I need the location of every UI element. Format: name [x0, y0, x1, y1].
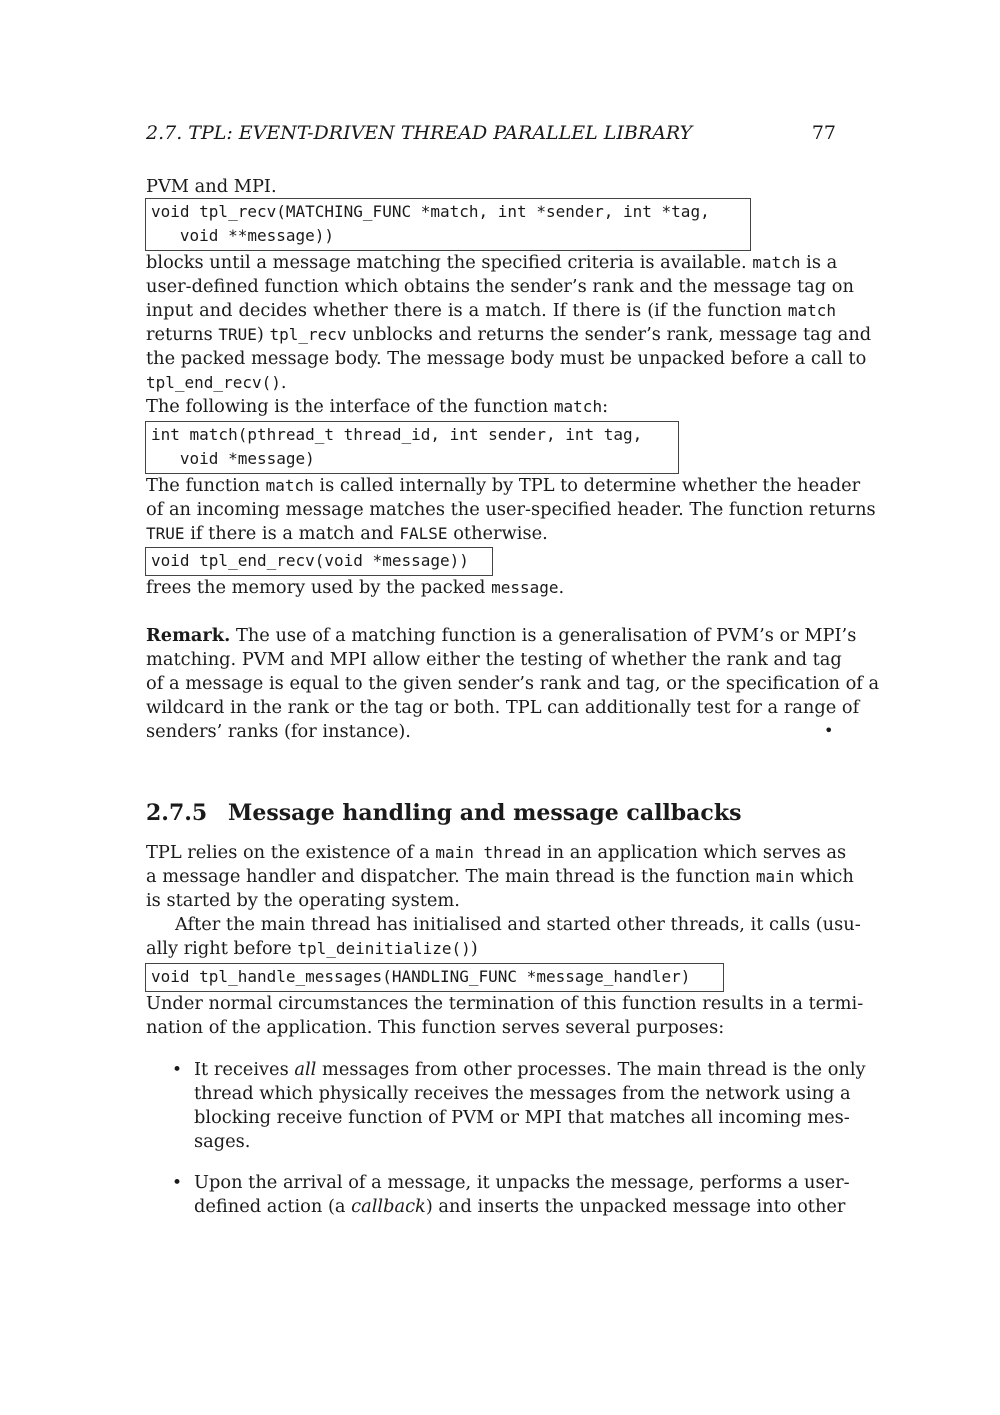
- text-line: is started by the operating system.: [146, 890, 460, 911]
- text-line: Under normal circumstances the termination of this function results in a termi-: [146, 993, 864, 1014]
- text-line: user-defined function which obtains the sender’s rank and the message tag on: [146, 276, 854, 297]
- text-line: The function match is called internally by TPL to determine whether the header: [146, 475, 861, 496]
- text-line: wildcard in the rank or the tag or both. TPL can additionally test for a range of: [146, 697, 860, 718]
- section-title: Message handling and message callbacks: [228, 800, 742, 826]
- text-line: returns TRUE) tpl_recv unblocks and returns the sender’s rank, message tag and: [146, 324, 872, 345]
- code-line: void tpl_end_recv(void *message)): [151, 551, 469, 570]
- text-line: TPL relies on the existence of a main thread in an application which serves as: [146, 842, 847, 863]
- text-line: of an incoming message matches the user-specified header. The function returns: [146, 499, 876, 520]
- page-number: 77: [811, 122, 836, 144]
- code-box-tpl-end-recv: [145, 547, 493, 576]
- text-line: defined action (a callback) and inserts the unpacked message into other: [194, 1196, 846, 1217]
- text-line: nation of the application. This function serves several purposes:: [146, 1017, 725, 1038]
- text-line: blocks until a message matching the specified criteria is available. match is a: [146, 252, 838, 273]
- code-line: int match(pthread_t thread_id, int sender, int tag,: [151, 425, 643, 444]
- text-line: After the main thread has initialised and started other threads, it calls (usu-: [175, 914, 861, 935]
- text-line: sages.: [194, 1131, 251, 1152]
- bullet-icon: •: [172, 1173, 183, 1193]
- text-line: of a message is equal to the given sender’s rank and tag, or the specification of a: [146, 673, 880, 694]
- text-line: The following is the interface of the function match:: [146, 396, 609, 417]
- end-of-remark-bullet-icon: •: [824, 721, 834, 740]
- running-header: [146, 122, 836, 144]
- text-line: blocking receive function of PVM or MPI that matches all incoming mes-: [194, 1107, 850, 1128]
- text-line: TRUE if there is a match and FALSE otherwise.: [146, 523, 548, 544]
- running-title: 2.7. TPL: EVENT-DRIVEN THREAD PARALLEL LIBRARY: [146, 122, 693, 144]
- code-line: void **message)): [151, 226, 335, 245]
- text-line: input and decides whether there is a match. If there is (if the function match: [146, 300, 836, 321]
- text-line: the packed message body. The message body must be unpacked before a call to: [146, 348, 867, 369]
- text-line: thread which physically receives the messages from the network using a: [194, 1083, 851, 1104]
- section-number: 2.7.5: [146, 800, 208, 826]
- code-line: void *message): [151, 449, 315, 468]
- paragraph-frees-memory: frees the memory used by the packed message.: [146, 577, 565, 598]
- code-box-match: [145, 421, 679, 474]
- text-line: Remark. The use of a matching function is a generalisation of PVM’s or MPI’s: [146, 625, 857, 646]
- text-line: It receives all messages from other processes. The main thread is the only: [194, 1059, 866, 1080]
- paragraph-lead: PVM and MPI.: [146, 176, 277, 197]
- text-line: Upon the arrival of a message, it unpacks the message, performs a user-: [194, 1172, 850, 1193]
- code-line: void tpl_handle_messages(HANDLING_FUNC *message_handler): [151, 967, 691, 986]
- remark-label: Remark.: [146, 625, 231, 646]
- text-line: tpl_end_recv().: [146, 372, 287, 393]
- text-line: matching. PVM and MPI allow either the testing of whether the rank and tag: [146, 649, 842, 670]
- text-line: ally right before tpl_deinitialize()): [146, 938, 478, 959]
- text-line: senders’ ranks (for instance).: [146, 721, 411, 742]
- text-line: a message handler and dispatcher. The main thread is the function main which: [146, 866, 854, 887]
- code-box-tpl-recv: [145, 198, 751, 251]
- section-heading: [146, 800, 741, 826]
- code-box-tpl-handle-messages: [145, 963, 724, 992]
- code-line: void tpl_recv(MATCHING_FUNC *match, int *sender, int *tag,: [151, 202, 710, 221]
- bullet-icon: •: [172, 1060, 183, 1080]
